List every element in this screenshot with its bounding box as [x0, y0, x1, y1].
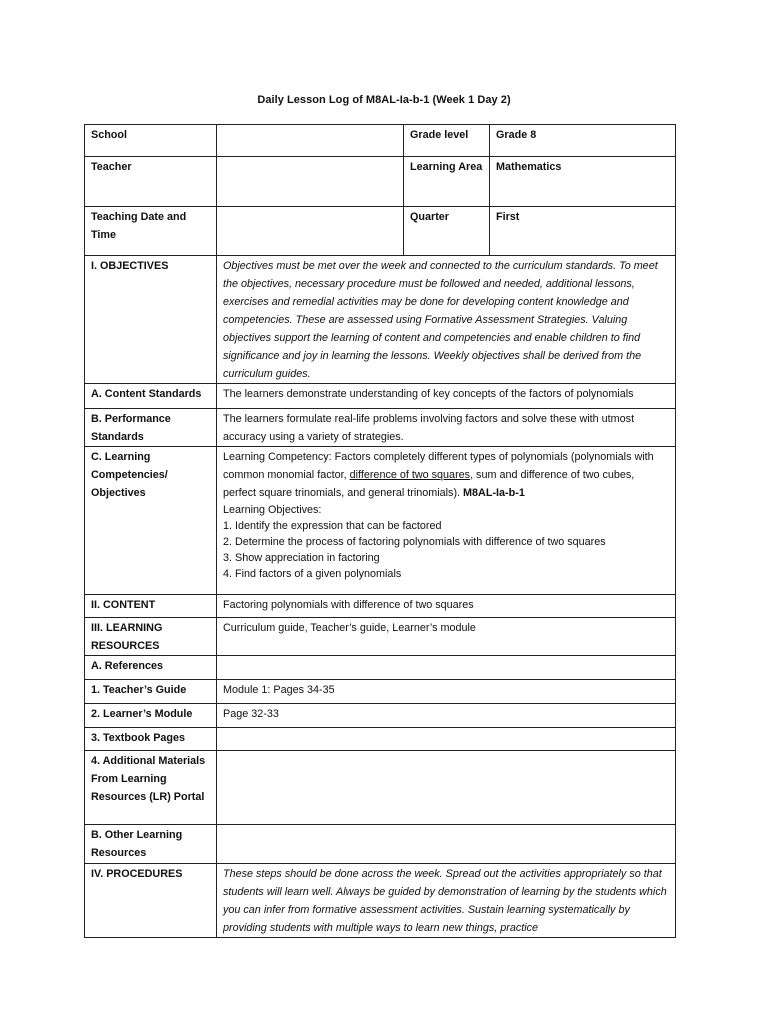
row-teachers-guide: [85, 680, 676, 704]
learning-area-label: Learning Area: [404, 157, 490, 207]
school-value: [217, 125, 404, 157]
learning-area-value: Mathematics: [490, 157, 676, 207]
grade-level-label: Grade level: [404, 125, 490, 157]
resources-text: Curriculum guide, Teacher’s guide, Learner’s module: [217, 618, 676, 656]
teachers-guide-label: 1. Teacher’s Guide: [85, 680, 217, 704]
objective-item: 2. Determine the process of factoring polynomials with difference of two squares: [223, 536, 606, 548]
other-resources-label: B. Other Learning Resources: [85, 825, 217, 864]
objectives-label: I. OBJECTIVES: [85, 256, 217, 384]
row-teaching-date: [85, 207, 676, 256]
row-competencies: [85, 447, 676, 595]
row-other-resources: [85, 825, 676, 864]
row-references: [85, 656, 676, 680]
performance-standards-label: B. Performance Standards: [85, 409, 217, 447]
performance-standards-text: The learners formulate real-life problems involving factors and solve these with utmost accuracy using a variety of strategies.: [217, 409, 676, 447]
row-teacher: [85, 157, 676, 207]
row-learners-module: [85, 704, 676, 728]
objective-item: 4. Find factors of a given polynomials: [223, 568, 402, 580]
content-text: Factoring polynomials with difference of two squares: [217, 595, 676, 618]
lesson-log-table: [84, 124, 676, 938]
teaching-date-value: [217, 207, 404, 256]
quarter-value: First: [490, 207, 676, 256]
objective-item: 1. Identify the expression that can be factored: [223, 520, 442, 532]
content-standards-text: The learners demonstrate understanding of key concepts of the factors of polynomials: [217, 384, 676, 409]
row-school: [85, 125, 676, 157]
row-content-standards: [85, 384, 676, 409]
competencies-label: C. Learning Competencies/ Objectives: [85, 447, 217, 595]
teachers-guide-text: Module 1: Pages 34-35: [217, 680, 676, 704]
row-resources: [85, 618, 676, 656]
lc-underlined: difference of two squares: [349, 469, 471, 481]
objectives-text: Objectives must be met over the week and connected to the curriculum standards. To meet the objectives, necessary procedure must be followed and needed, additional lessons, exercises and remedial activities may be done for developing content knowledge and competencies. These are assessed using Formative Assessment Strategies. Valuing objectives support the learning of content and competencies and enable children to find significance and joy in learning the lessons. Weekly objectives shall be derived from the curriculum guides.: [217, 256, 676, 384]
procedures-label: IV. PROCEDURES: [85, 864, 217, 938]
other-resources-text: [217, 825, 676, 864]
additional-materials-label: 4. Additional Materials From Learning Resources (LR) Portal: [85, 751, 217, 825]
row-additional-materials: [85, 751, 676, 825]
references-label: A. References: [85, 656, 217, 680]
learners-module-label: 2. Learner’s Module: [85, 704, 217, 728]
lc-code: M8AL-Ia-b-1: [463, 487, 525, 499]
learning-competency: [223, 448, 669, 502]
references-text: [217, 656, 676, 680]
procedures-text: These steps should be done across the week. Spread out the activities appropriately so that students will learn well. Always be guided by demonstration of learning by the students which you can infer from formative assessment activities. Sustain learning systematically by providing students with multiple ways to learn new things, practice: [217, 864, 676, 938]
row-textbook-pages: [85, 728, 676, 751]
quarter-label: Quarter: [404, 207, 490, 256]
row-content: [85, 595, 676, 618]
lc-prefix: Learning Competency: Factors completely different types of polynomials (polynomials with common monomial factor,: [223, 451, 654, 481]
school-label: School: [85, 125, 217, 157]
competencies-cell: [217, 447, 676, 595]
row-performance-standards: [85, 409, 676, 447]
row-objectives: [85, 256, 676, 384]
content-label: II. CONTENT: [85, 595, 217, 618]
grade-level-value: Grade 8: [490, 125, 676, 157]
teaching-date-label: Teaching Date and Time: [85, 207, 217, 256]
objectives-heading: Learning Objectives:: [223, 504, 322, 516]
teacher-label: Teacher: [85, 157, 217, 207]
textbook-pages-text: [217, 728, 676, 751]
lc-suffix: , sum and difference of two cubes, perfect square trinomials, and general trinomials).: [223, 469, 635, 499]
content-standards-label: A. Content Standards: [85, 384, 217, 409]
objective-item: 3. Show appreciation in factoring: [223, 552, 380, 564]
textbook-pages-label: 3. Textbook Pages: [85, 728, 217, 751]
page-title: Daily Lesson Log of M8AL-Ia-b-1 (Week 1 Day 2): [257, 94, 511, 106]
resources-label: III. LEARNING RESOURCES: [85, 618, 217, 656]
learners-module-text: Page 32-33: [217, 704, 676, 728]
teacher-value: [217, 157, 404, 207]
row-procedures: [85, 864, 676, 938]
additional-materials-text: [217, 751, 676, 825]
